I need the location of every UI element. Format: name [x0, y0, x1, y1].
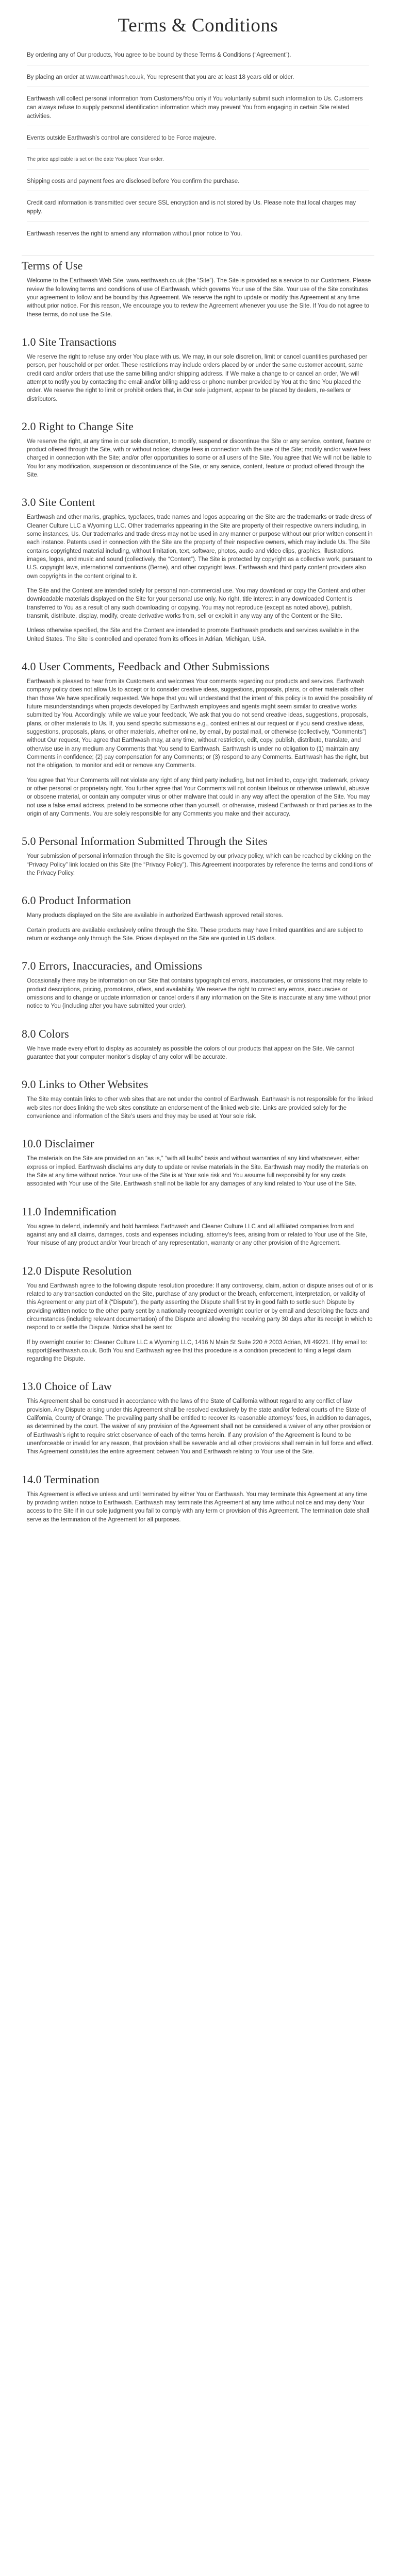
section-body: [22, 353, 374, 403]
section-paragraph: You agree that Your Comments will not violate any right of any third party including, but not limited to, copyright, trademark, privacy or other personal or proprietary right. You further agree that Your Comments will not contain libelous or otherwise unlawful, abusive or obscene material, or contain any computer virus or other malware that could in any way affect the operation of the Site. You may not use a false email address, pretend to be someone other than yourself, or otherwise, mislead Earthwash or third parties as to the origin of any Comments. You are solely responsible for any Comments you make and their accuracy.: [27, 777, 372, 817]
section-paragraph: This Agreement is effective unless and until terminated by either You or Earthwash. You may terminate this Agreement at any time by providing written notice to Earthwash. Earthwash may terminate this Agreement at any time without notice and may deny Your access to the Site if in our sole judgment you fail to comply with any term or provision of this Agreement. The termination date shall serve as the termination of the Agreement for all purposes.: [27, 1491, 369, 1523]
section: [22, 1264, 374, 1364]
section-paragraph: Many products displayed on the Site are available in authorized Earthwash approved retail stores.: [27, 912, 284, 919]
section: [22, 496, 374, 643]
section-heading: 14.0 Termination: [22, 1472, 100, 1486]
section: [22, 1205, 374, 1248]
section-body: [22, 1095, 374, 1121]
section-paragraph: If by overnight courier to: Cleaner Culture LLC a Wyoming LLC, 1416 N Main St Suite 220 # 2003 Adrian, MI 49221. If by email to: support@earthwash.co.uk. Both You and Earthwash agree that this procedure is a condition precedent to filing a legal claim regarding the Dispute.: [27, 1339, 368, 1363]
section-heading: 3.0 Site Content: [22, 496, 95, 509]
section-paragraph: This Agreement shall be construed in accordance with the laws of the State of California without regard to any conflict of law provision. Any Dispute arising under this Agreement shall be resolved exclusively by the state and/or federal courts of the State of California, County of Orange. The prevailing party shall be entitled to recover its reasonable attorneys’ fees, in addition to damages, as determined by the court. The waiver of any provision of the Agreement shall not be considered a waiver of any other provision or of Earthwash’s right to require strict observance of each of the terms herein. If any provision of the Agreement is found to be unenforceable or invalid for any reason, that provision shall be severable and all other provisions shall remain in full force and effect. This Agreement constitutes the entire agreement between You and Earthwash relating to Your use of the Site.: [27, 1398, 373, 1455]
section-paragraph: Unless otherwise specified, the Site and the Content are intended to promote Earthwash products and services available in the United States. The Site is controlled and operated from its offices in Adrian, Michigan, USA.: [27, 628, 359, 642]
section-paragraph: Occasionally there may be information on our Site that contains typographical errors, inaccuracies, or omissions that may relate to product descriptions, pricing, promotions, offers, and availability. We reserve the right to correct any errors, inaccuracies or omissions and to change or update information or cancel orders if any information on the Site is inaccurate at any time without prior notice to You (including after you have submitted your order).: [27, 978, 371, 1010]
section: [22, 420, 374, 480]
section-paragraph: Earthwash is pleased to hear from its Customers and welcomes Your comments regarding our products and services. Earthwash company policy does not allow Us to accept or to consider creative ideas, suggestions, proposals, plans, or other materials other than those We have specifically requested. We hope that you will understand that the intent of this policy is to avoid the possibility of future misunderstandings when projects developed by Earthwash employees and agents might seem similar to creative works submitted by You. Accordingly, while we value your feedback, We ask that you do not send creative ideas, suggestions, proposals, plans, or other materials to Us. If, you send specific submissions e.g., contest entries at our request or if you send creative ideas, suggestions, proposals, plans, or other materials, whether online, by email, by postal mail, or otherwise (collectively, “Comments”) without Our request, You agree that Earthwash may, at any time, without restriction, edit, copy, publish, distribute, translate, and otherwise use in any medium any Comments that You send to Earthwash. Earthwash is under no obligation to (1) maintain any Comments in confidence; (2) pay compensation for any Comments; or (3) respond to any Comments. Earthwash has the right, but not the obligation, to monitor and edit or remove any Comments.: [27, 679, 373, 769]
intro-paragraph: Events outside Earthwash’s control are considered to be Force majeure.: [27, 134, 369, 148]
section: [22, 959, 374, 1010]
section-heading: 12.0 Dispute Resolution: [22, 1264, 132, 1277]
intro-paragraph: By placing an order at www.earthwash.co.uk, You represent that you are at least 18 years old or older.: [27, 73, 369, 88]
section: [22, 1078, 374, 1121]
section-body: [22, 911, 374, 943]
section: [22, 894, 374, 943]
terms-of-use-heading: Terms of Use: [22, 256, 374, 273]
section-body: [22, 852, 374, 877]
section-paragraph: Earthwash and other marks, graphics, typefaces, trade names and logos appearing on the Site are the trademarks or trade dress of Cleaner Culture LLC a Wyoming LLC. Other trademarks appearing in the Site are property of their respective owners including, in some instances, Us. Our trademarks and trade dress may not be used in any manner or purpose without our prior written consent in each instance. Patents used in connection with the Site are the property of their respective owners, which may include Us. The Site contains copyrighted material including, without limitation, text, software, photos, audio and video clips, graphics, illustrations, images, logos, and music and sound (collectively, the “Content”). The Site is protected by copyright as a collective work, pursuant to U.S. copyright laws, international conventions (Berne), and other copyright laws. Earthwash and third party content providers also own copyrights in the content original to it.: [27, 514, 373, 580]
intro-paragraph: The price applicable is set on the date You place Your order.: [27, 156, 369, 170]
section-paragraph: You agree to defend, indemnify and hold harmless Earthwash and Cleaner Culture LLC and all affiliated companies from and against any and all claims, damages, costs and expenses including, attorney’s fees, arising from or related to Your use of the Site, Your misuse of any product and/or Your breach of any representation, warranty or any other provision of the Agreement.: [27, 1223, 368, 1247]
section-body: [22, 1282, 374, 1364]
section: [22, 335, 374, 403]
section-heading: 6.0 Product Information: [22, 894, 131, 907]
intro-block: [22, 51, 374, 243]
page-title: Terms & Conditions: [118, 15, 278, 36]
section: [22, 660, 374, 818]
section-body: [22, 1045, 374, 1062]
intro-paragraph: By ordering any of Our products, You agree to be bound by these Terms & Conditions (“Agreement”).: [27, 51, 369, 65]
section-heading: 1.0 Site Transactions: [22, 335, 117, 348]
intro-paragraph: Earthwash reserves the right to amend any information without prior notice to You.: [27, 230, 242, 237]
section-body: [22, 1155, 374, 1188]
section-body: [22, 1490, 374, 1524]
section-body: [22, 977, 374, 1010]
section: [22, 1473, 374, 1524]
section-heading: 11.0 Indemnification: [22, 1205, 117, 1218]
intro-paragraph: Credit card information is transmitted over secure SSL encryption and is not stored by Us. Please note that local charges may apply.: [27, 199, 369, 222]
section-paragraph: Your submission of personal information through the Site is governed by our privacy policy, which can be reached by clicking on the “Privacy Policy” link located on this Site (the “Privacy Policy”). This Agreement incorporates by reference the terms and conditions of the Privacy Policy.: [27, 853, 373, 876]
section-paragraph: We reserve the right, at any time in our sole discretion, to modify, suspend or discontinue the Site or any service, content, feature or product offered through the Site, with or without notice; charge fees in connection with the use of the Site; modify and/or waive fees charged in connection with the Site; and/or offer opportunities to some or all users of the Site. You agree that We will not be liable to You for any modification, suspension or discontinuance of the Site, or any service, content, feature or product offered through the Site.: [27, 438, 372, 479]
section-paragraph: Certain products are available exclusively online through the Site. These products may have limited quantities and are subject to return or exchange only through the Site. Prices displayed on the Site are quoted in US dollars.: [27, 927, 363, 942]
section: [22, 1137, 374, 1188]
section-heading: 5.0 Personal Information Submitted Through the Sites: [22, 835, 268, 848]
section-heading: 9.0 Links to Other Websites: [22, 1078, 148, 1091]
section-body: [22, 1397, 374, 1456]
section-heading: 10.0 Disclaimer: [22, 1137, 94, 1150]
section-body: [22, 437, 374, 480]
intro-paragraph: Earthwash will collect personal information from Customers/You only if You voluntarily submit such information to Us. Customers can always refuse to supply personal identification information which may prevent You from engaging in certain Site related activities.: [27, 95, 369, 126]
section: [22, 1380, 374, 1456]
section-body: [22, 677, 374, 818]
section: [22, 1027, 374, 1062]
section: [22, 835, 374, 877]
section-body: [22, 1223, 374, 1248]
section-body: [22, 513, 374, 643]
section-paragraph: We reserve the right to refuse any order You place with us. We may, in our sole discretion, limit or cancel quantities purchased per person, per household or per order. These restrictions may include orders placed by or under the same customer account, same credit card and/or orders that use the same billing and/or shipping address. If We make a change to or cancel an order, We will attempt to notify you by contacting the email and/or billing address or phone number provided by You at the time You placed the order. We reserve the right to limit or prohibit orders that, in Our sole judgment, appear to be placed by dealers, re-sellers or distributors.: [27, 353, 368, 402]
terms-paragraph: Welcome to the Earthwash Web Site, www.earthwash.co.uk (the “Site”). The Site is provided as a service to our Customers. Please review the following terms and conditions of use of Earthwash, which governs Your use of the Site. Your use of the Site constitutes your agreement to follow and be bound by this Agreement. We reserve the right to update or modify this Agreement at any time without prior notice. For this reason, We encourage you to review the Agreement whenever you use the Site. If You do not agree to these terms, do not use the Site.: [27, 278, 371, 318]
section-heading: 4.0 User Comments, Feedback and Other Submissions: [22, 660, 270, 673]
section-heading: 8.0 Colors: [22, 1027, 69, 1040]
intro-paragraph: Shipping costs and payment fees are disclosed before You confirm the purchase.: [27, 177, 369, 192]
sections-container: [22, 335, 374, 1524]
section-paragraph: The materials on the Site are provided on an “as is,” “with all faults” basis and without warranties of any kind whatsoever, either express or implied. Earthwash disclaims any duty to update or revise materials in the Site. Earthwash may modify the materials on the Site at any time without notice. Your use of the Site is at Your sole risk and You assume full responsibility for any costs associated with Your use of the Site. Earthwash shall not be liable for any damages of any kind related to Your use of the Site.: [27, 1156, 368, 1188]
section-heading: 13.0 Choice of Law: [22, 1380, 112, 1393]
terms-of-use-body: [22, 277, 374, 319]
section-heading: 2.0 Right to Change Site: [22, 419, 134, 433]
section-paragraph: We have made every effort to display as accurately as possible the colors of our products that appear on the Site. We cannot guarantee that your computer monitor’s display of any color will be accurate.: [27, 1045, 354, 1060]
section-heading: 7.0 Errors, Inaccuracies, and Omissions: [22, 959, 203, 973]
section-paragraph: The Site and the Content are intended solely for personal non-commercial use. You may download or copy the Content and other downloadable materials displayed on the Site for your personal use only. No right, title interest in any downloaded Content is transferred to You as a result of any such downloading or copying. You may not reproduce (except as noted above), publish, transmit, distribute, display, modify, create derivative works from, sell or exploit in any way any of the Content or the Site.: [27, 588, 366, 620]
section-paragraph: The Site may contain links to other web sites that are not under the control of Earthwash. Earthwash is not responsible for the linked web sites nor does linking the web sites constitute an endorsement of the linked web site. Links are provided solely for the convenience and information of the Site’s users and they may be used at Your sole risk.: [27, 1096, 373, 1120]
section-paragraph: You and Earthwash agree to the following dispute resolution procedure: If any controversy, claim, action or dispute arises out of or is related to any transaction conducted on the Site, purchase of any product or the breach, enforcement, interpretation, or validity of this Agreement or any part of it (“Dispute”), the party asserting the Dispute shall first try in good faith to settle such Dispute by providing written notice to the other party sent by a nationally recognized overnight courier or by email and describing the facts and circumstances (including relevant documentation) of the Dispute and allowing the receiving party 30 days after its receipt in which to respond to or settle the Dispute. Notice shall be sent to:: [27, 1282, 373, 1331]
